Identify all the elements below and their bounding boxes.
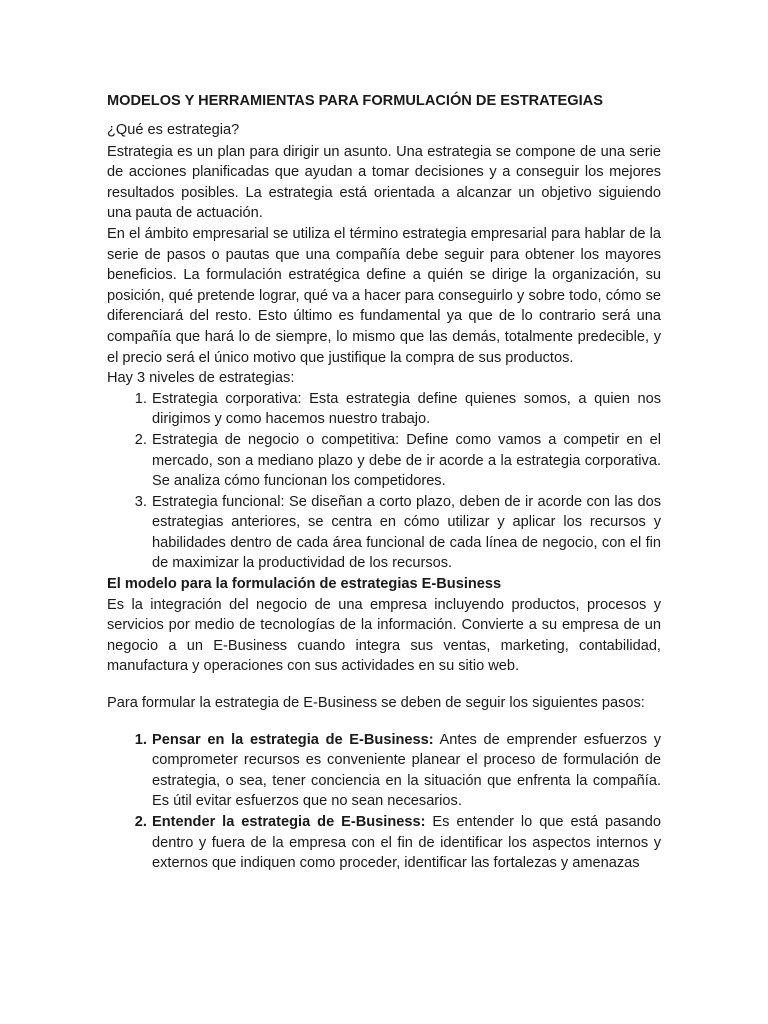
list-item: 1. Estrategia corporativa: Esta estrategia define quienes somos, a quien nos dirigimos y como hacemos nuestro trabajo. — [151, 389, 661, 430]
spacer — [107, 714, 661, 730]
steps-list — [107, 730, 661, 874]
paragraph-definition: Estrategia es un plan para dirigir un asunto. Una estrategia se compone de una serie de acciones planificadas que ayudan a tomar decisiones y a conseguir los mejores resultados posibles. La estrategia está orientada a alcanzar un objetivo siguiendo una pauta de actuación. — [107, 143, 661, 222]
paragraph-business: En el ámbito empresarial se utiliza el término estrategia empresarial para hablar de la serie de pasos o pautas que una compañía debe seguir para obtener los mayores beneficios. La formulación estratégica define a quién se dirige la organización, su posición, qué pretende lograr, qué va a hacer para conseguirlo y sobre todo, cómo se diferenciará del resto. Esto último es fundamental ya que de lo contrario será una compañía que hará lo de siempre, lo mismo que las demás, totalmente predecible, y el precio será el único motivo que justifique la compra de sus productos. — [107, 225, 661, 366]
list-item: 2. Estrategia de negocio o competitiva: Define como vamos a competir en el mercado, son a mediano plazo y debe de ir acorde a la estrategia corporativa. Se analiza cómo funcionan los competidores. — [151, 430, 661, 492]
step-text: Es entender lo que está pasando dentro y fuera de la empresa con el fin de identificar los aspectos internos y externos que indiquen como proceder, identificar las fortalezas y amenazas — [152, 814, 661, 872]
list-item — [151, 730, 661, 812]
spacer — [107, 677, 661, 693]
paragraph-ebusiness: Es la integración del negocio de una empresa incluyendo productos, procesos y servicios por medio de tecnologías de la información. Convierte a su empresa de un negocio a un E-Business cuando integra sus ventas, marketing, contabilidad, manufactura y operaciones con sus actividades en su sitio web. — [107, 596, 661, 675]
list-item: 3. Estrategia funcional: Se diseñan a corto plazo, deben de ir acorde con las dos estrategias anteriores, se centra en cómo utilizar y aplicar los recursos y habilidades dentro de cada área funcional de cada línea de negocio, con el fin de maximizar la productividad de los recursos. — [151, 492, 661, 574]
step-lead: Pensar en la estrategia de E-Business: — [152, 731, 434, 748]
steps-intro: Para formular la estrategia de E-Business se deben de seguir los siguientes pasos: — [107, 695, 645, 712]
document-title: MODELOS Y HERRAMIENTAS PARA FORMULACIÓN DE ESTRATEGIAS — [107, 93, 603, 109]
step-text: Antes de emprender esfuerzos y comprometer recursos es conveniente planear el proceso de formulación de estrategia, o sea, tener conciencia en la situación que enfrenta la compañía. Es útil evitar esfuerzos que no sean necesarios. — [152, 731, 661, 810]
levels-intro: Hay 3 niveles de estrategias: — [107, 370, 295, 387]
levels-list — [107, 389, 661, 574]
question-line: ¿Qué es estrategia? — [107, 122, 240, 138]
list-item — [151, 812, 661, 874]
step-lead: Entender la estrategia de E-Business: — [152, 814, 426, 830]
ebusiness-heading: El modelo para la formulación de estrategias E-Business — [107, 576, 502, 593]
